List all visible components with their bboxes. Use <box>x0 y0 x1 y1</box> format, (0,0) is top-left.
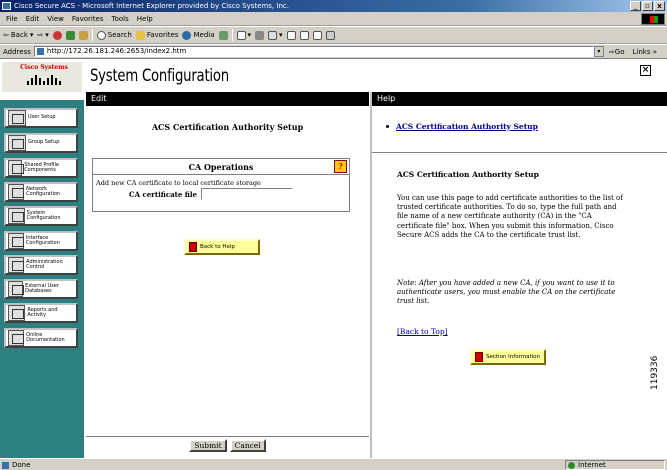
window-controls <box>630 1 665 11</box>
sidebar-item-network-configuration[interactable]: Network Configuration <box>4 182 78 202</box>
sidebar-nav <box>0 100 84 458</box>
sidebar-item-shared-profile[interactable]: Shared Profile Components <box>4 158 78 178</box>
reports-icon <box>8 305 25 321</box>
forward-arrow-icon: ⇨ <box>37 31 44 39</box>
edit-header: Edit <box>86 92 369 106</box>
sidebar-item-interface-configuration[interactable]: Interface Configuration <box>4 231 78 251</box>
edit-title: ACS Certification Authority Setup <box>151 122 304 132</box>
forward-button[interactable]: ⇨ ▾ <box>37 31 49 39</box>
links-button[interactable]: Links » <box>632 47 657 56</box>
back-to-help-button[interactable]: Back to Help <box>184 239 260 255</box>
group-setup-icon <box>8 135 26 151</box>
frame-divider <box>370 92 372 458</box>
close-window-button[interactable]: x <box>654 1 665 11</box>
system-icon <box>8 208 25 224</box>
help-divider <box>372 152 667 153</box>
go-button[interactable]: ⇨Go <box>608 47 625 56</box>
close-icon[interactable]: × <box>641 65 650 75</box>
sidebar-item-administration-control[interactable]: Administration Control <box>4 255 78 275</box>
ca-file-row <box>93 188 349 200</box>
administration-icon <box>8 257 24 273</box>
menu-bar <box>0 12 667 26</box>
ca-operations-table <box>92 158 350 212</box>
search-button[interactable]: Search <box>97 31 132 40</box>
back-button[interactable]: ⇦ Back ▾ <box>3 31 34 39</box>
address-dropdown[interactable]: ▾ <box>594 46 604 57</box>
stop-button[interactable] <box>53 31 62 40</box>
address-label: Address <box>3 47 31 56</box>
interface-icon <box>8 233 24 249</box>
messenger-button[interactable] <box>313 31 322 40</box>
help-paragraph: You can use this page to add certificate authorities to the list of trusted certificate authorities. To do so, type the full path and file name of a new certificate authority (CA) in the "CA certificate file" box. When you submit this information, Cisco Secure ACS adds the CA to the certificate trust list. <box>397 194 623 239</box>
database-icon <box>8 281 23 297</box>
edit-icon <box>268 31 277 40</box>
history-icon <box>219 31 228 40</box>
cisco-bars-icon <box>6 73 82 85</box>
back-to-top-link[interactable]: [Back to Top] <box>397 327 448 336</box>
extra-icon <box>326 31 335 40</box>
address-input[interactable]: http://172.26.181.246:2653/index2.htm <box>34 46 594 57</box>
shared-profile-icon <box>8 160 22 176</box>
window-title: Cisco Secure ACS - Microsoft Internet Explorer provided by Cisco Systems, Inc. <box>14 2 289 10</box>
discuss-icon <box>287 31 296 40</box>
edit-page-button[interactable]: ▾ <box>268 31 283 40</box>
page-icon <box>37 48 44 55</box>
window-title-bar <box>0 0 667 12</box>
menu-view[interactable]: View <box>47 14 64 23</box>
stop-icon <box>53 31 62 40</box>
ca-operations-header: CA Operations ? <box>93 159 349 175</box>
menu-edit[interactable]: Edit <box>25 14 40 23</box>
info-icon <box>475 352 483 362</box>
address-bar <box>0 45 667 59</box>
menu-favorites[interactable]: Favorites <box>71 14 104 23</box>
cancel-button[interactable]: Cancel <box>230 439 266 452</box>
book-icon <box>189 242 197 252</box>
ca-file-input[interactable] <box>201 188 293 200</box>
security-zone: Internet <box>565 460 665 470</box>
print-icon <box>255 31 264 40</box>
media-button[interactable]: Media <box>182 31 214 40</box>
toolbar-separator <box>92 29 93 41</box>
network-icon <box>8 184 24 200</box>
messenger-icon <box>313 31 322 40</box>
browser-toolbar <box>0 27 667 44</box>
cisco-logo: Cisco Systems <box>6 64 82 92</box>
menu-tools[interactable]: Tools <box>111 14 129 23</box>
sidebar-item-system-configuration[interactable]: System Configuration <box>4 206 78 226</box>
mail-button[interactable]: ▾ <box>237 31 252 40</box>
favorites-icon <box>136 31 145 40</box>
page-title: System Configuration <box>90 66 229 86</box>
refresh-icon <box>66 31 75 40</box>
back-arrow-icon: ⇦ <box>3 31 9 39</box>
menu-file[interactable]: File <box>6 14 18 23</box>
edit-divider <box>86 436 369 437</box>
section-information-button[interactable]: Section Information <box>470 349 546 365</box>
help-question-icon[interactable]: ? <box>334 160 347 173</box>
form-buttons <box>86 439 369 452</box>
mail-icon <box>237 31 246 40</box>
help-title: ACS Certification Authority Setup <box>397 170 539 179</box>
sidebar-item-group-setup[interactable]: Group Setup <box>4 133 78 153</box>
research-button[interactable] <box>300 31 309 40</box>
minimize-button[interactable]: _ <box>630 1 641 11</box>
help-note: Note: After you have added a new CA, if you want to use it to authenticate users, you must enable the CA on the certificate trust list. <box>397 279 616 306</box>
ca-file-label: CA certificate file <box>129 189 197 199</box>
search-icon <box>97 31 106 40</box>
print-button[interactable] <box>255 31 264 40</box>
extra-button[interactable] <box>326 31 335 40</box>
history-button[interactable] <box>219 31 228 40</box>
help-topic-link[interactable]: ACS Certification Authority Setup <box>396 122 538 131</box>
research-icon <box>300 31 309 40</box>
submit-button[interactable]: Submit <box>189 439 226 452</box>
page-content <box>0 60 667 458</box>
sidebar-item-external-user-databases[interactable]: External User Databases <box>4 279 78 299</box>
figure-number: 119336 <box>650 355 660 390</box>
favorites-button[interactable]: Favorites <box>136 31 179 40</box>
ie-icon <box>2 2 11 10</box>
help-header: Help <box>372 92 667 106</box>
home-button[interactable] <box>79 31 88 40</box>
status-text: Done <box>0 461 500 469</box>
menu-help[interactable]: Help <box>136 14 153 23</box>
documentation-icon <box>8 330 24 346</box>
home-icon <box>79 31 88 40</box>
windows-logo-icon <box>641 13 665 25</box>
refresh-button[interactable] <box>66 31 75 40</box>
media-icon <box>182 31 191 40</box>
sidebar-item-online-documentation[interactable]: Online Documentation <box>4 328 78 348</box>
user-setup-icon <box>8 110 26 126</box>
sidebar-item-user-setup[interactable]: User Setup <box>4 108 78 128</box>
discuss-button[interactable] <box>287 31 296 40</box>
ca-description: Add new CA certificate to local certificate storage <box>96 179 261 187</box>
status-bar <box>0 458 667 470</box>
sidebar-item-reports-activity[interactable]: Reports and Activity <box>4 303 78 323</box>
maximize-button[interactable]: ▫ <box>642 1 653 11</box>
